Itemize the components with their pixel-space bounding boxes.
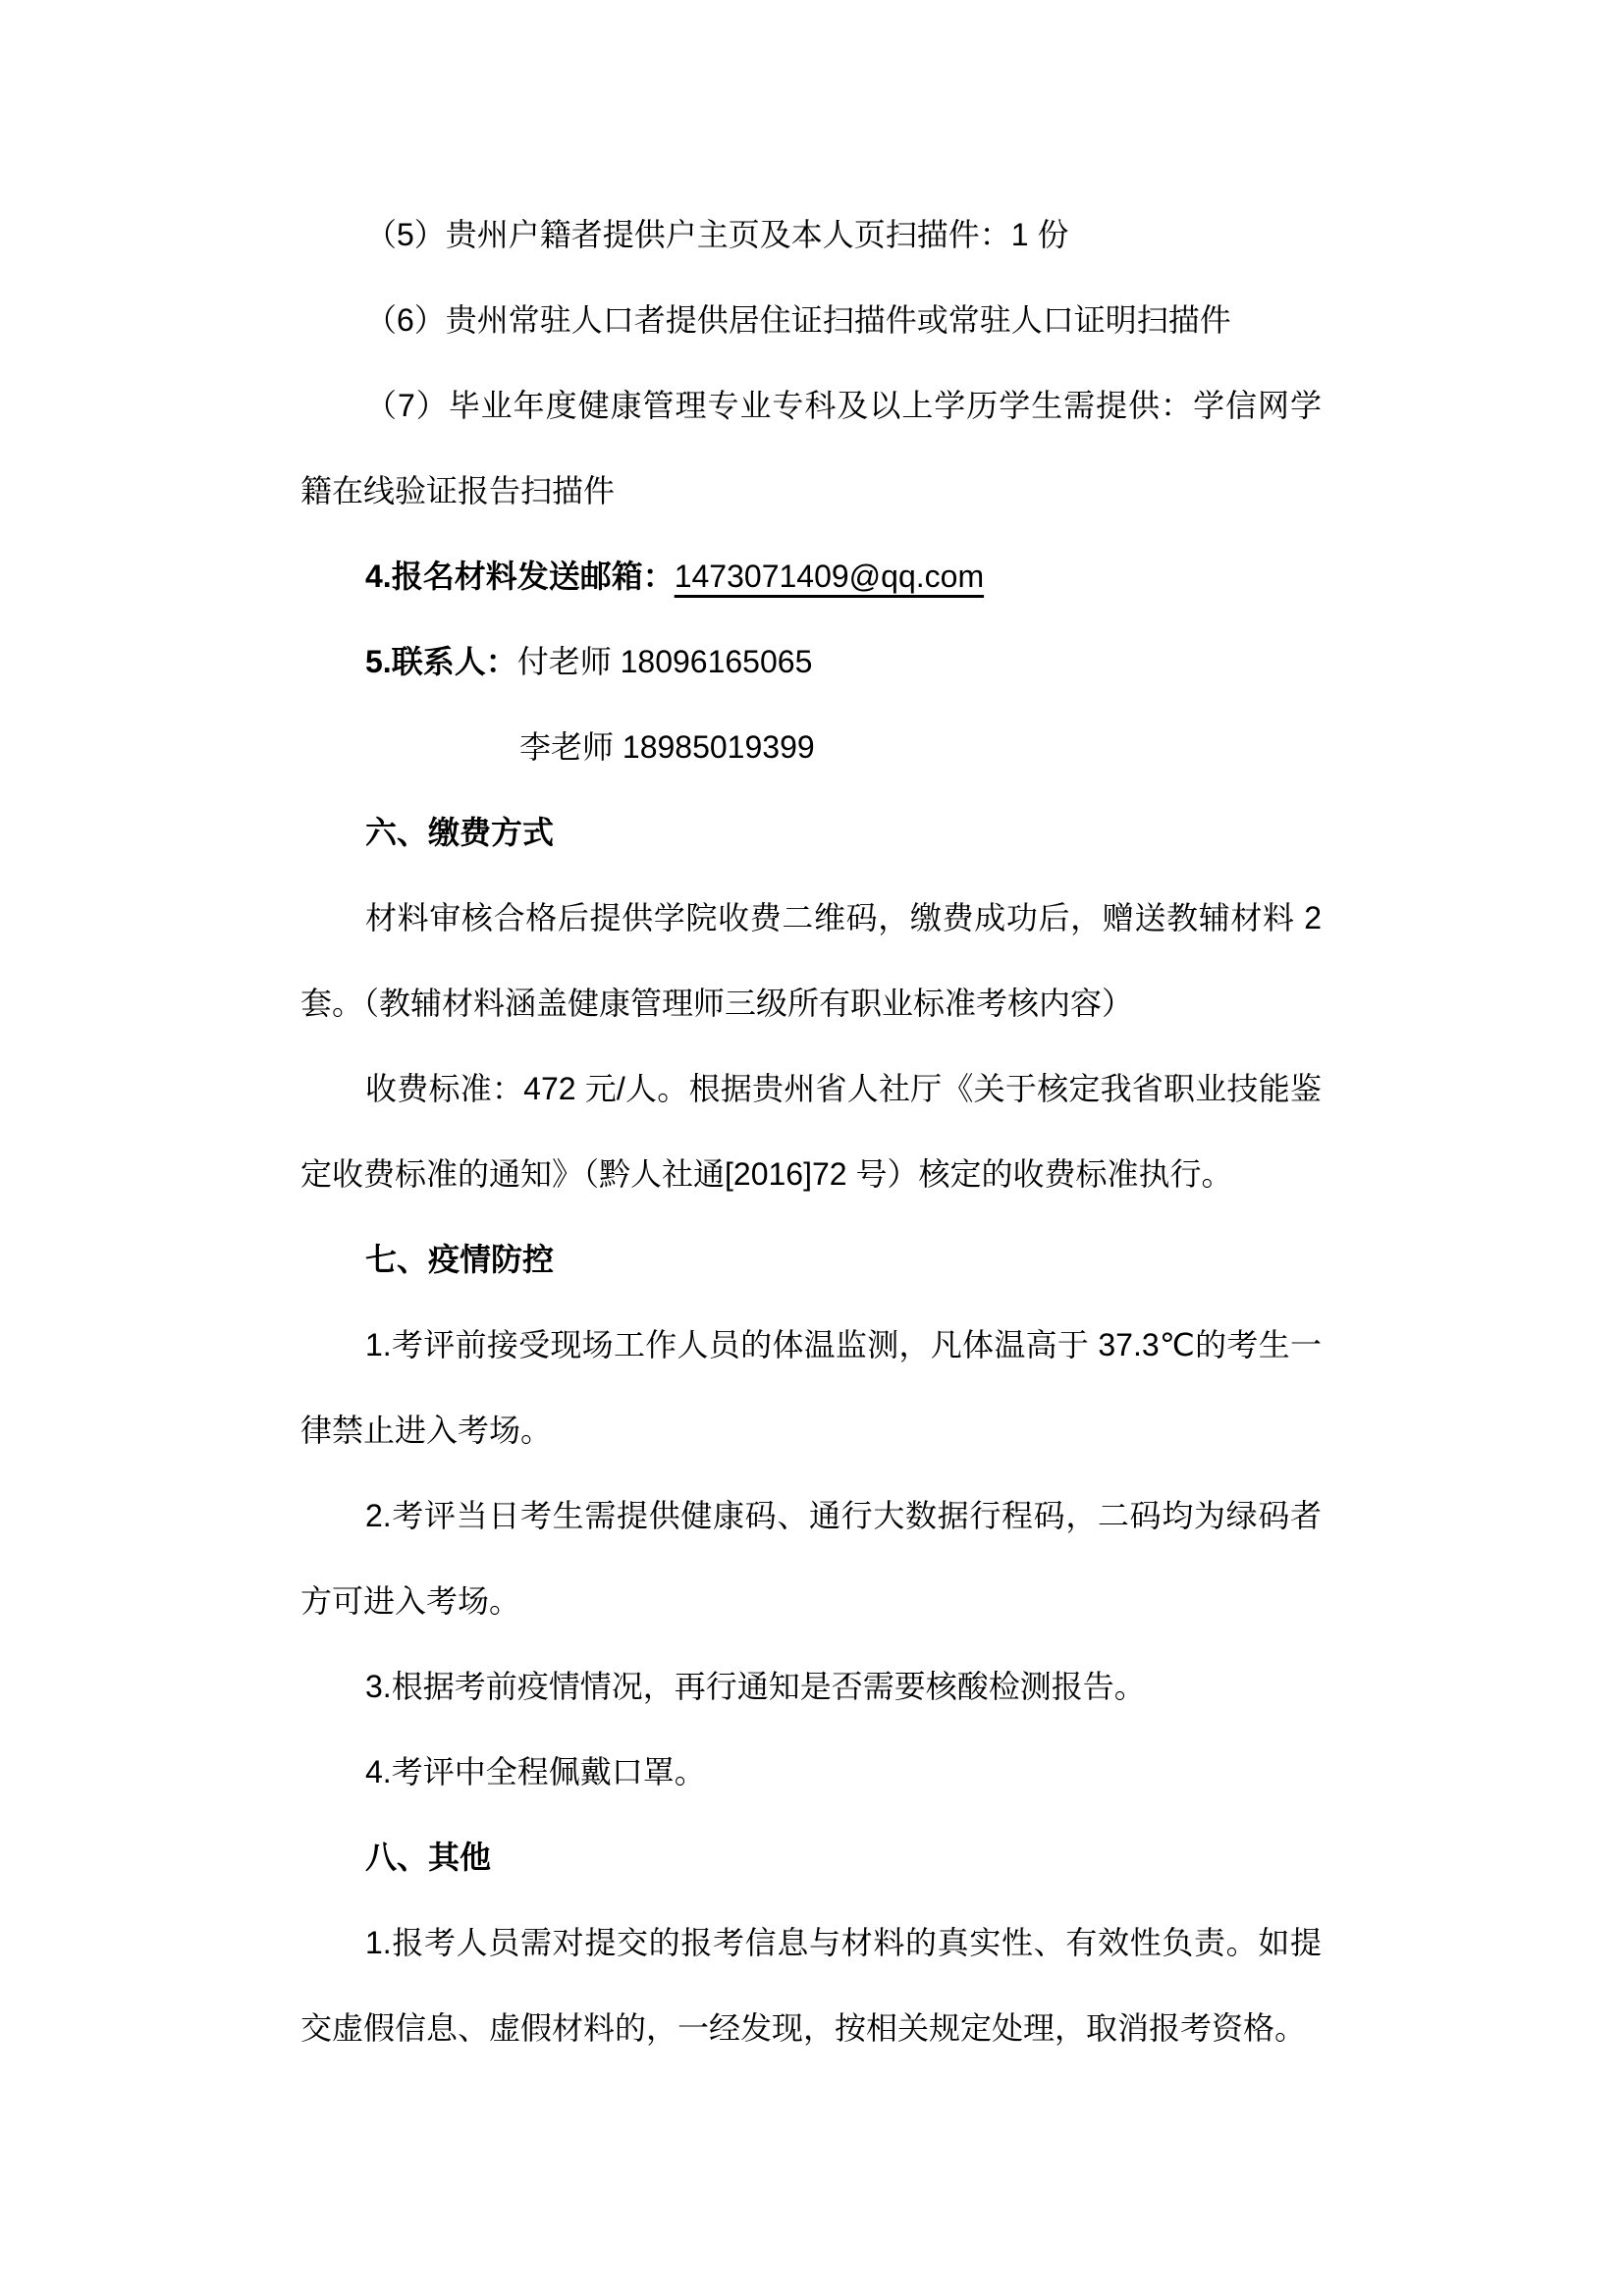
text-run: （7）毕业年度健康管理专业专科及以上学历学生需提供：学信网学 xyxy=(365,388,1322,423)
epidemic-item-2-line-2 xyxy=(300,1559,1322,1644)
text-run: （6）贵州常驻人口者提供居住证扫描件或常驻人口证明扫描件 xyxy=(365,302,1231,338)
text-run: 套。（教辅材料涵盖健康管理师三级所有职业标准考核内容） xyxy=(300,986,1134,1021)
text-run: 李老师 18985019399 xyxy=(519,729,815,765)
payment-paragraph-line-2 xyxy=(300,961,1322,1046)
text-run: 八、其他 xyxy=(365,1840,492,1875)
text-run: 4.报名材料发送邮箱： xyxy=(365,559,675,594)
text-run: 材料审核合格后提供学院收费二维码，缴费成功后，赠送教辅材料 2 xyxy=(365,900,1322,935)
epidemic-item-1-line-1 xyxy=(300,1303,1322,1388)
epidemic-item-4 xyxy=(300,1730,1322,1815)
text-run: 3.根据考前疫情情况，再行通知是否需要核酸检测报告。 xyxy=(365,1669,1146,1704)
text-run: 2.考评当日考生需提供健康码、通行大数据行程码，二码均为绿码者 xyxy=(365,1498,1322,1533)
list-item-6 xyxy=(300,278,1322,363)
section-heading-6 xyxy=(300,790,1322,876)
fee-paragraph-line-2 xyxy=(300,1132,1322,1217)
text-run: 七、疫情防控 xyxy=(365,1242,555,1277)
epidemic-item-3 xyxy=(300,1644,1322,1730)
text-run: 交虚假信息、虚假材料的，一经发现，按相关规定处理，取消报考资格。 xyxy=(300,2010,1307,2046)
fee-paragraph-line-1 xyxy=(300,1046,1322,1132)
other-item-1-line-2 xyxy=(300,1986,1322,2071)
document-body xyxy=(300,192,1322,2071)
contact-line-1 xyxy=(300,619,1322,705)
list-item-7 xyxy=(300,363,1322,449)
email-link[interactable]: 1473071409@qq.com xyxy=(674,559,985,594)
text-run: 方可进入考场。 xyxy=(300,1583,521,1619)
contact-line-2 xyxy=(300,705,1322,790)
other-item-1-line-1 xyxy=(300,1900,1322,1986)
text-run: 1.报考人员需对提交的报考信息与材料的真实性、有效性负责。如提 xyxy=(365,1925,1322,1960)
section-heading-8 xyxy=(300,1815,1322,1900)
text-run: 六、缴费方式 xyxy=(365,815,555,850)
payment-paragraph-line-1 xyxy=(300,876,1322,961)
text-run: 律禁止进入考场。 xyxy=(300,1413,553,1448)
section-heading-7 xyxy=(300,1217,1322,1303)
text-run: 4.考评中全程佩戴口罩。 xyxy=(365,1754,706,1789)
text-run: （5）贵州户籍者提供户主页及本人页扫描件：1 份 xyxy=(365,217,1069,252)
epidemic-item-2-line-1 xyxy=(300,1473,1322,1559)
text-run: 收费标准：472 元/人。根据贵州省人社厅《关于核定我省职业技能鉴 xyxy=(365,1071,1322,1106)
text-run: 定收费标准的通知》（黔人社通[2016]72 号）核定的收费标准执行。 xyxy=(300,1156,1233,1192)
email-line xyxy=(300,534,1322,619)
text-run: 籍在线验证报告扫描件 xyxy=(300,473,616,508)
text-run: 5.联系人： xyxy=(365,644,517,679)
text-run: 1.考评前接受现场工作人员的体温监测，凡体温高于 37.3℃的考生一 xyxy=(365,1327,1322,1362)
epidemic-item-1-line-2 xyxy=(300,1388,1322,1473)
list-item-5 xyxy=(300,192,1322,278)
text-run: 付老师 18096165065 xyxy=(516,644,813,679)
list-item-7-continuation xyxy=(300,449,1322,534)
